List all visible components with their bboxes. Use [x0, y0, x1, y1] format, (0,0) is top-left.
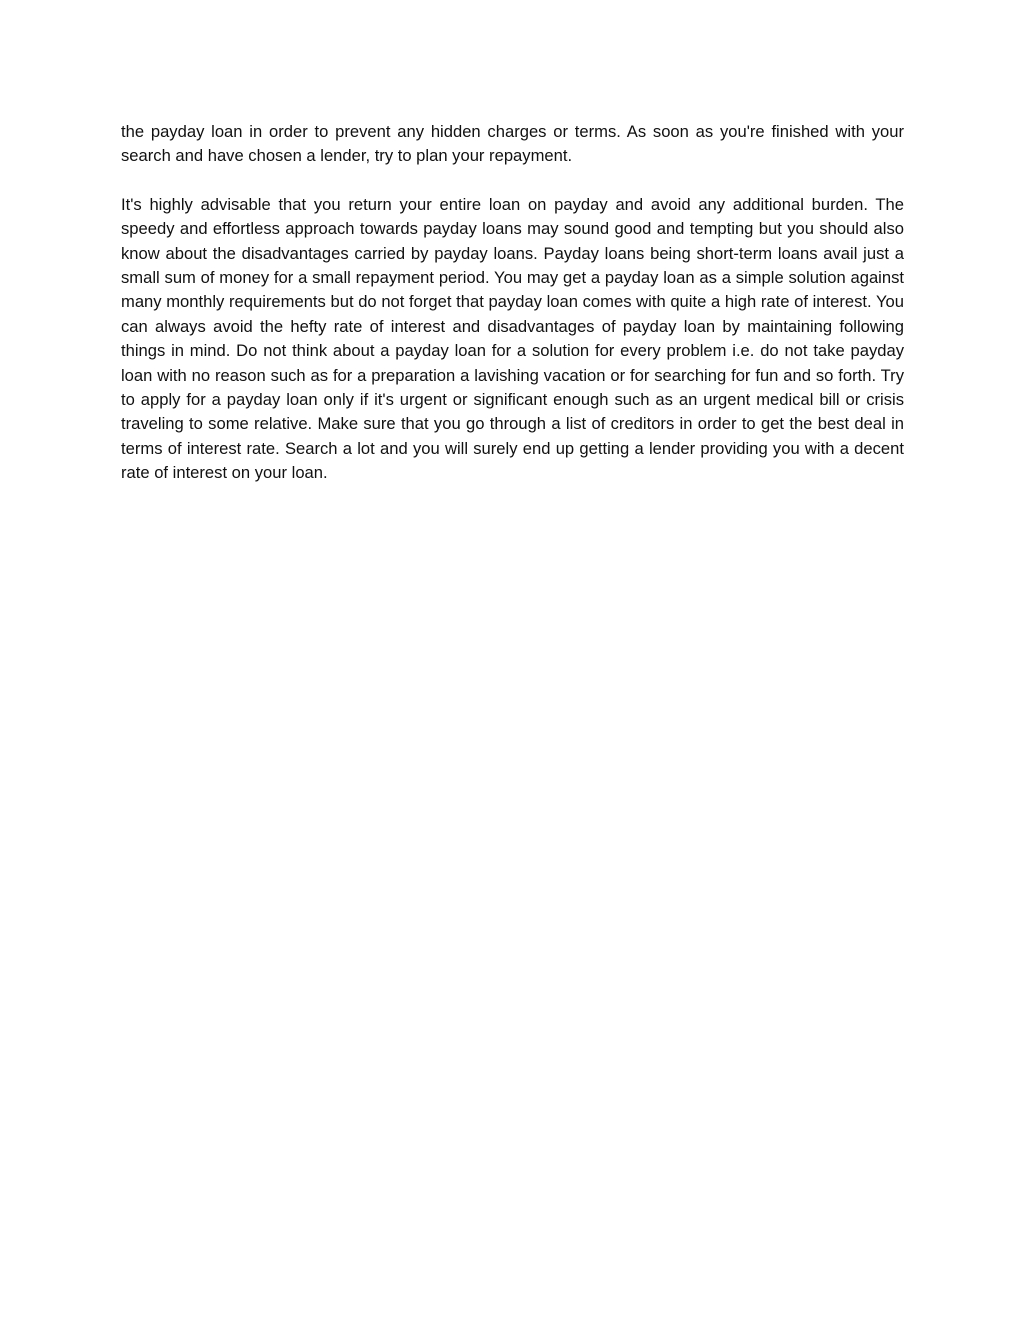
paragraph-continuation: the payday loan in order to prevent any hidden charges or terms. As soon as you're finished with your search and have chosen a lender, try to plan your repayment. [121, 122, 904, 166]
document-body [121, 120, 904, 486]
paragraph-advice: It's highly advisable that you return your entire loan on payday and avoid any additional burden. The speedy and effortless approach towards payday loans may sound good and tempting but you should also know about the disadvantages carried by payday loans. Payday loans being short-term loans avail just a small sum of money for a small repayment period. You may get a payday loan as a simple solution against many monthly requirements but do not forget that payday loan comes with quite a high rate of interest. You can always avoid the hefty rate of interest and disadvantages of payday loan by maintaining following things in mind. Do not think about a payday loan for a solution for every problem i.e. do not take payday loan with no reason such as for a preparation a lavishing vacation or for searching for fun and so forth. Try to apply for a payday loan only if it's urgent or significant enough such as an urgent medical bill or crisis traveling to some relative. Make sure that you go through a list of creditors in order to get the best deal in terms of interest rate. Search a lot and you will surely end up getting a lender providing you with a decent rate of interest on your loan. [121, 194, 904, 483]
